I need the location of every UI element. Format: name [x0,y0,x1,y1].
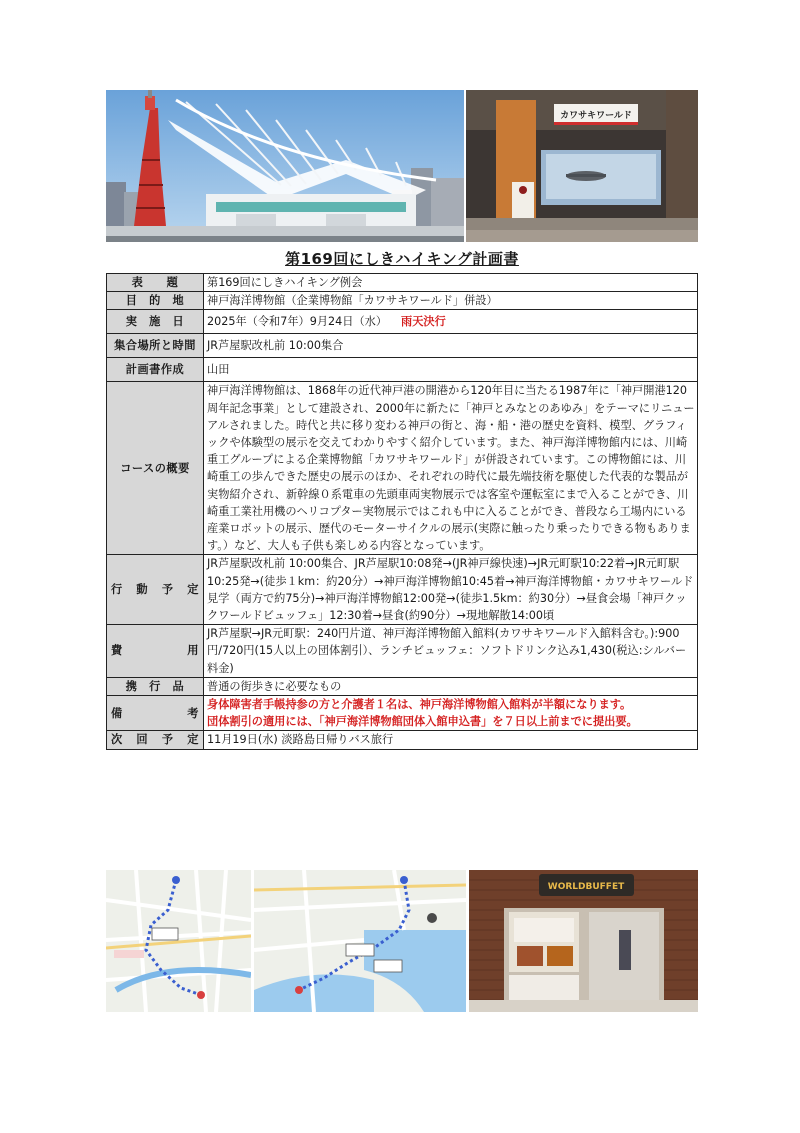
value-items: 普通の街歩きに必要なもの [204,677,698,695]
label-cost: 費用 [107,625,204,678]
value-author: 山田 [204,358,698,382]
label-meeting: 集合場所と時間 [107,334,204,358]
remark-line-1: 身体障害者手帳持参の方と介護者１名は、神戸海洋博物館入館料が半額になります。 [207,698,632,712]
document-title [106,248,698,269]
value-overview: 神戸海洋博物館は、1868年の近代神戸港の開港から120年目に当たる1987年に「神戸開港120周年記念事業」として建設され、2000年に新たに「神戸とみなとのあゆみ」をテーマにリニューアルされました。時代と共に移り変わる神戸の街と、海・船・港の歴史を資料、模型、グラフィックや体験型の展示を交えてわかりやすく紹介しています。また、神戸海洋博物館内には、川崎重工グループによる企業博物館「カワサキワールド」が併設されています。この博物館には、川崎重工の歩んできた歴史の展示のほか、それぞれの時代に最先端技術を駆使した代表的な製品が実物紹介され、新幹線０系電車の先頭車両実物展示では客室や運転室にまで入ることができ、川崎重工業社用機のヘリコプター実物展示ではこれも中に入ることができ、普段なら工場内にいる産業ロボットの展示、歴代のモーターサイクルの展示(実際に触ったり乗ったりできる物もあります。）など、大人も子供も楽しめる内容となっています。 [204,382,698,555]
value-meeting: JR芦屋駅改札前 10:00集合 [204,334,698,358]
row-overview [107,382,698,555]
route-map-1 [106,870,251,1012]
remark-line-2: 団体割引の適用には、「神戸海洋博物館団体入館申込書」を７日以上前までに提出要。 [207,715,638,729]
value-title: 第169回にしきハイキング例会 [204,274,698,292]
kawasaki-world-photo [466,90,698,242]
bottom-photos [106,870,698,1012]
maritime-museum-photo [106,90,464,242]
row-meeting [107,334,698,358]
row-destination [107,292,698,310]
value-date-cell [204,310,698,334]
label-remarks: 備考 [107,696,204,731]
row-remarks [107,696,698,731]
row-author [107,358,698,382]
buffet-restaurant-photo [469,870,698,1012]
row-schedule [107,555,698,625]
row-items [107,677,698,695]
rain-note: 雨天決行 [401,315,446,329]
value-schedule: JR芦屋駅改札前 10:00集合、JR芦屋駅10:08発→(JR神戸線快速)→JR元町駅10:22着→JR元町駅10:25発→(徒歩１km：約20分）→神戸海洋博物館10:45着→神戸海洋博物館・カワサキワールド見学（両方で約75分)→神戸海洋博物館12:00発→(徒歩1.5km：約30分）→昼食会場「神戸クックワールドビュッフェ」12:30着→昼食(約90分）→現地解散14:00頃 [204,555,698,625]
row-date [107,310,698,334]
label-next: 次回予定 [107,731,204,749]
value-destination: 神戸海洋博物館（企業博物館「カワサキワールド」併設） [204,292,698,310]
row-title [107,274,698,292]
label-schedule: 行動予定 [107,555,204,625]
value-next: 11月19日(水) 淡路島日帰りバス旅行 [204,731,698,749]
plan-table [106,273,698,750]
row-next [107,731,698,749]
label-date: 実 施 日 [107,310,204,334]
kawasaki-world-sign: カワサキワールド [560,111,632,121]
label-overview: コースの概要 [107,382,204,555]
route-map-2 [254,870,466,1012]
label-destination: 目 的 地 [107,292,204,310]
label-items: 携 行 品 [107,677,204,695]
label-title: 表 題 [107,274,204,292]
label-author: 計画書作成 [107,358,204,382]
document-title-text: 第169回にしきハイキング計画書 [285,250,519,268]
top-photos [106,90,698,242]
value-remarks-cell [204,696,698,731]
shop-sign: WORLDBUFFET [547,882,625,892]
value-date: 2025年（令和7年）9月24日（水） [207,315,388,329]
row-cost [107,625,698,678]
value-cost: JR芦屋駅→JR元町駅：240円片道、神戸海洋博物館入館料(カワサキワールド入館料含む。):900円/720円(15人以上の団体割引）、ランチビュッフェ：ソフトドリンク込み1,430(税込:シルバー料金) [204,625,698,678]
